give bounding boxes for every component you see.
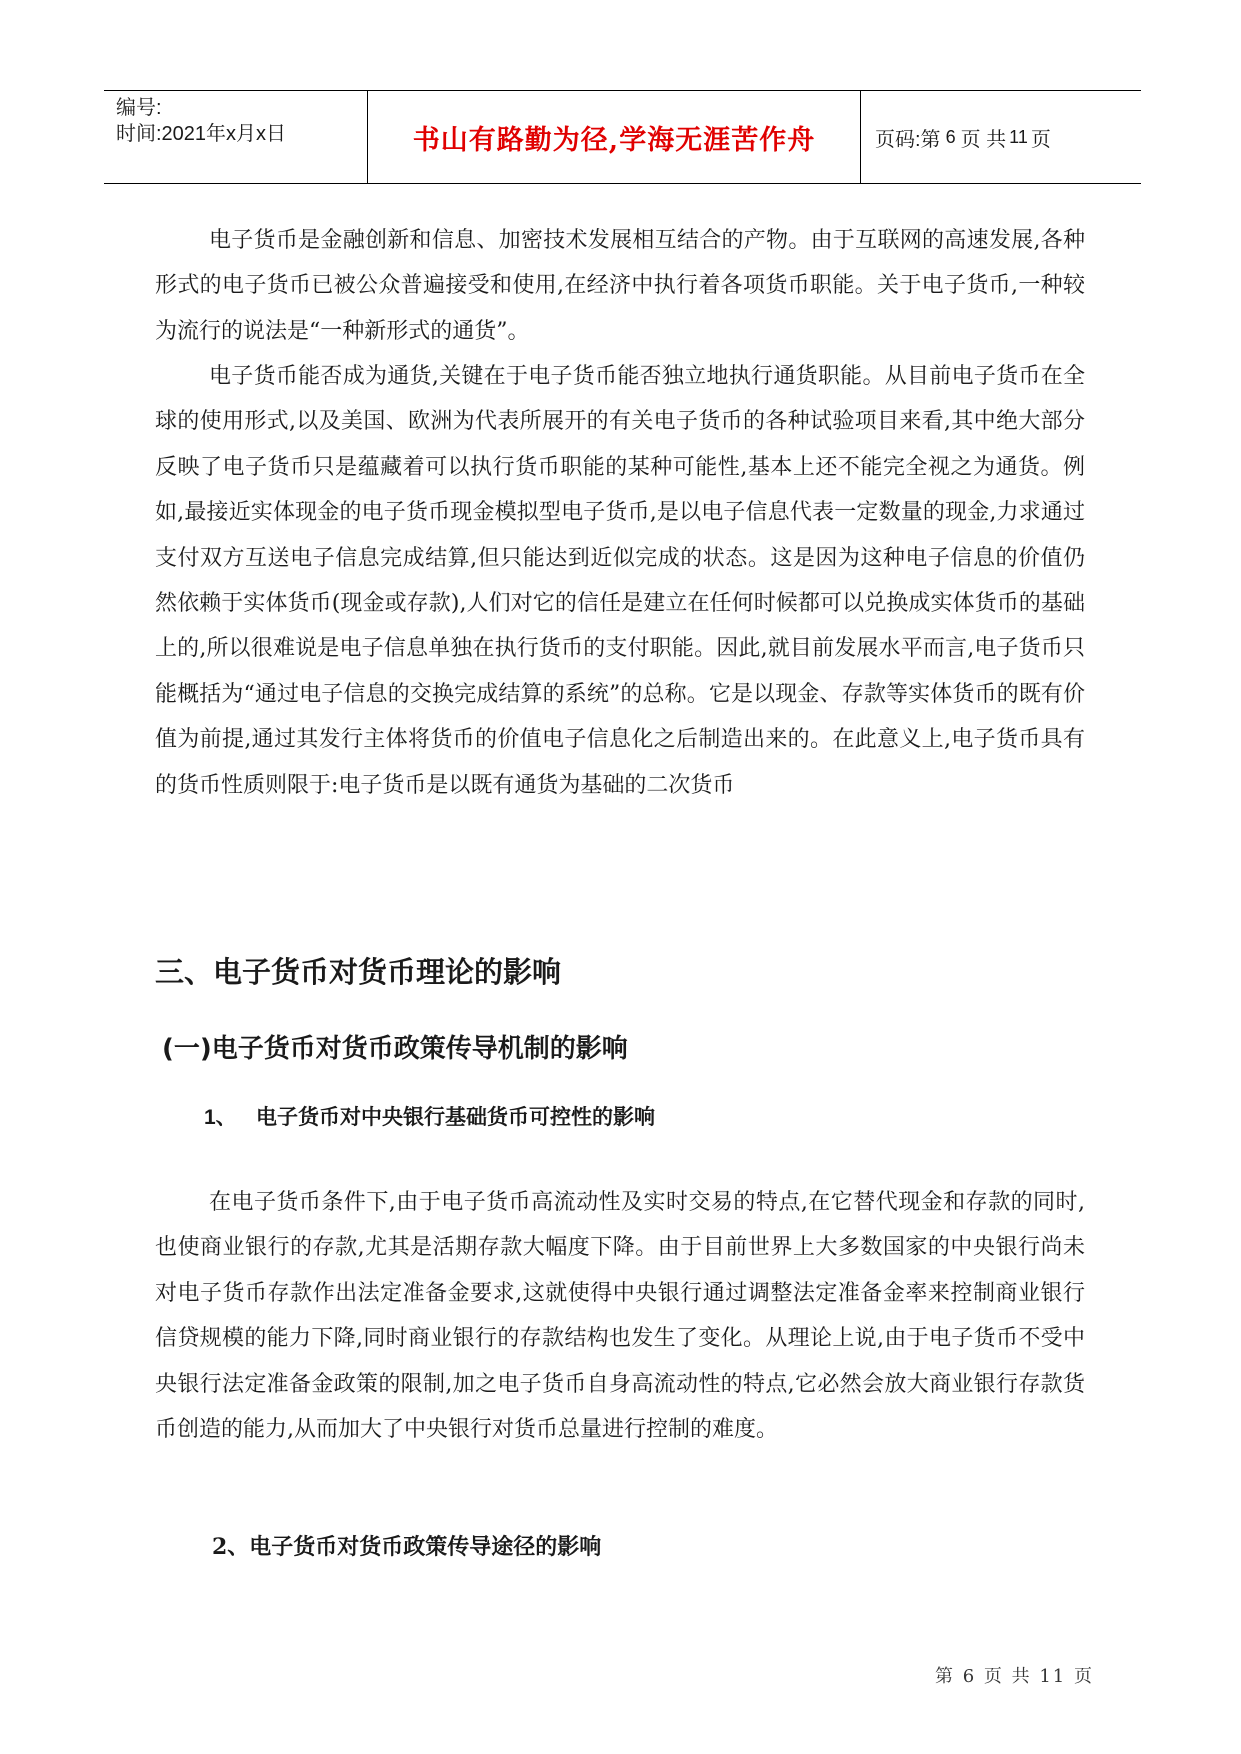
header-page-prefix: 页码:第 — [875, 128, 941, 151]
header-number-label: 编号: — [116, 97, 162, 119]
subsection-heading: (一)电子货币对货币政策传导机制的影响 — [162, 1034, 628, 1064]
header-page-suffix: 页 — [1030, 128, 1051, 151]
header-page-current: 6 — [945, 126, 956, 147]
page-footer: 第 6 页 共 11 页 — [935, 1666, 1094, 1687]
header-page-cell — [861, 91, 1141, 183]
header-meta-cell — [104, 91, 368, 183]
item-heading-1-text: 电子货币对中央银行基础货币可控性的影响 — [256, 1105, 655, 1129]
item-heading-1 — [204, 1101, 655, 1131]
body-paragraph-2: 电子货币能否成为通货,关键在于电子货币能否独立地执行通货职能。从目前电子货币在全球的使用形式,以及美国、欧洲为代表所展开的有关电子货币的各种试验项目来看,其中绝大部分反映了电子货币只是蕴藏着可以执行货币职能的某种可能性,基本上还不能完全视之为通货。例如,最接近实体现金的电子货币现金模拟型电子货币,是以电子信息代表一定数量的现金,力求通过支付双方互送电子信息完成结算,但只能达到近似完成的状态。这是因为这种电子信息的价值仍然依赖于实体货币(现金或存款),人们对它的信任是建立在任何时候都可以兑换成实体货币的基础上的,所以很难说是电子信息单独在执行货币的支付职能。因此,就目前发展水平而言,电子货币只能概括为“通过电子信息的交换完成结算的系统”的总称。它是以现金、存款等实体货币的既有价值为前提,通过其发行主体将货币的价值电子信息化之后制造出来的。在此意义上,电子货币具有的货币性质则限于:电子货币是以既有通货为基础的二次货币 — [155, 364, 1085, 798]
header-page-total: 11 — [1009, 126, 1028, 147]
body-paragraph-1: 电子货币是金融创新和信息、加密技术发展相互结合的产物。由于互联网的高速发展,各种形式的电子货币已被公众普遍接受和使用,在经济中执行着各项货币职能。关于电子货币,一种较为流行的说法是“一种新形式的通货”。 — [155, 228, 1085, 344]
header-page-mid: 页 共 — [960, 128, 1007, 151]
header-motto: 书山有路勤为径,学海无涯苦作舟 — [368, 91, 861, 183]
item-heading-1-number: 1、 — [204, 1106, 237, 1129]
section-heading: 三、电子货币对货币理论的影响 — [155, 955, 562, 989]
header-time-label: 时间:2021年x月x日 — [116, 123, 287, 145]
body-paragraph-3: 在电子货币条件下,由于电子货币高流动性及实时交易的特点,在它替代现金和存款的同时,也使商业银行的存款,尤其是活期存款大幅度下降。由于目前世界上大多数国家的中央银行尚未对电子货币存款作出法定准备金要求,这就使得中央银行通过调整法定准备金率来控制商业银行信贷规模的能力下降,同时商业银行的存款结构也发生了变化。从理论上说,由于电子货币不受中央银行法定准备金政策的限制,加之电子货币自身高流动性的特点,它必然会放大商业银行存款货币创造的能力,从而加大了中央银行对货币总量进行控制的难度。 — [155, 1190, 1085, 1443]
page-header — [104, 90, 1141, 184]
item-heading-2: 2、电子货币对货币政策传导途径的影响 — [212, 1534, 602, 1560]
